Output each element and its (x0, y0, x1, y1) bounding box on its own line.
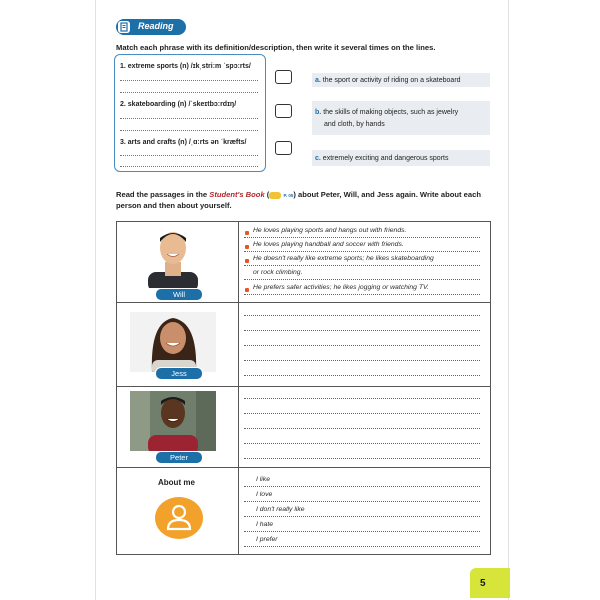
definition-c: c. extremely exciting and dangerous sports (312, 150, 490, 166)
bullet-icon (245, 259, 249, 263)
page-number-tab (470, 568, 510, 598)
book-icon (118, 21, 130, 33)
write-line[interactable] (120, 92, 258, 93)
match-checkbox-3[interactable] (275, 141, 292, 155)
instruction-passages-line2: person and then about yourself. (116, 201, 232, 210)
write-line[interactable] (244, 345, 480, 346)
about-me-prompt: I don't really like (256, 506, 305, 513)
about-me-prompt: I prefer (256, 536, 278, 543)
write-line[interactable] (120, 118, 258, 119)
write-line[interactable] (244, 413, 480, 414)
about-me-prompt: I like (256, 476, 270, 483)
about-me-label: About me (158, 478, 195, 487)
page-ref: P. 05 (283, 193, 294, 198)
write-line[interactable] (244, 501, 480, 502)
term-2: 2. skateboarding (n) /ˈskeɪtbɔːrdɪŋ/ (120, 101, 237, 108)
reading-section-badge (116, 19, 186, 35)
write-line[interactable] (244, 360, 480, 361)
term-1: 1. extreme sports (n) /ɪkˌstriːm ˈspɔːrts/ (120, 63, 251, 70)
write-line[interactable] (244, 315, 480, 316)
section-title: Reading (138, 21, 174, 31)
pointing-hand-icon (269, 192, 281, 199)
row-divider (116, 386, 491, 387)
row-divider (116, 467, 491, 468)
match-checkbox-1[interactable] (275, 70, 292, 84)
write-line[interactable] (244, 458, 480, 459)
write-line[interactable] (244, 251, 480, 252)
will-sentence: He loves playing sports and hangs out with friends. (253, 227, 407, 234)
write-line[interactable] (244, 546, 480, 547)
term-3: 3. arts and crafts (n) /ˌɑːrts ən ˈkræfts/ (120, 139, 247, 146)
write-line[interactable] (244, 237, 480, 238)
definition-b: b. the skills of making objects, such as jewelry and cloth, by hands (312, 101, 490, 135)
write-line[interactable] (120, 155, 258, 156)
write-line[interactable] (244, 428, 480, 429)
bullet-icon (245, 288, 249, 292)
definition-a: a. the sport or activity of riding on a skateboard (312, 73, 490, 87)
write-line[interactable] (244, 375, 480, 376)
match-checkbox-2[interactable] (275, 104, 292, 118)
will-sentence: He loves playing handball and soccer with friends. (253, 241, 404, 248)
write-line[interactable] (244, 398, 480, 399)
column-divider (238, 221, 239, 555)
write-line[interactable] (244, 294, 480, 295)
write-line[interactable] (244, 531, 480, 532)
instruction-match: Match each phrase with its definition/description, then write it several times on the lines. (116, 43, 436, 52)
write-line[interactable] (244, 443, 480, 444)
name-badge-peter: Peter (155, 451, 203, 464)
name-badge-will: Will (155, 288, 203, 301)
will-sentence: or rock climbing. (253, 269, 303, 276)
write-line[interactable] (244, 265, 480, 266)
write-line[interactable] (244, 516, 480, 517)
students-book-label: Student's Book (209, 190, 265, 199)
write-line[interactable] (120, 166, 258, 167)
bullet-icon (245, 231, 249, 235)
peter-photo (130, 391, 216, 451)
write-line[interactable] (244, 279, 480, 280)
about-me-prompt: I love (256, 491, 273, 498)
page-number: 5 (480, 578, 486, 589)
write-line[interactable] (120, 130, 258, 131)
write-line[interactable] (244, 330, 480, 331)
bullet-icon (245, 245, 249, 249)
will-sentence: He doesn't really like extreme sports; he likes skateboarding (253, 255, 434, 262)
user-avatar-icon (151, 496, 207, 540)
about-me-prompt: I hate (256, 521, 274, 528)
will-sentence: He prefers safer activities; he likes jogging or watching TV. (253, 284, 429, 291)
write-line[interactable] (120, 80, 258, 81)
jess-photo (130, 312, 216, 372)
instruction-passages: Read the passages in the Student's Book ( P. 05) about Peter, Will, and Jess again. Write about each (116, 190, 481, 199)
name-badge-jess: Jess (155, 367, 203, 380)
write-line[interactable] (244, 486, 480, 487)
will-photo (130, 228, 216, 288)
row-divider (116, 302, 491, 303)
